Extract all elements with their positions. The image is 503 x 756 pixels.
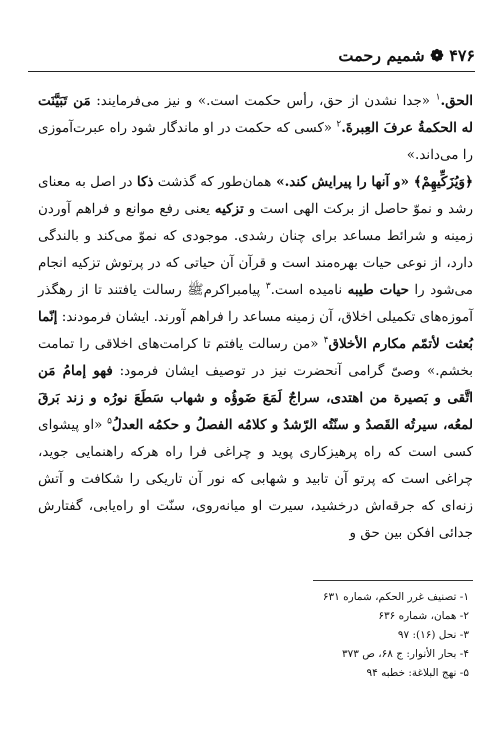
footnotes [169,588,469,683]
paragraph-2 [38,169,473,547]
header-rule [28,71,475,72]
verse-translation: «و آنها را پیرایش کند.» [271,174,414,190]
persian-translation: «او پیشوای کسی است که راه پرهیزکاری پوید و چراغی فرا راه هرکه راهنمایی جوید، چراغی است که پرتو آن تابید و شهابی که نور آن تاریکی را شکافت و آتش زنه‌ای که جرقه‌اش درخشید، سیرت او میانه‌روی، سنّت او راه‌یابی، گفتارش جدائی افکن بین حق و [38,417,473,541]
footnote-ref-3: ۳ [265,281,271,292]
arabic-quote: مَن تَبَيَّنَت له الحكمةُ عرفَ العِبرةَ. [38,93,473,136]
arabic-fragment: الحق. [440,93,473,109]
persian-text: «من رسالت یافتم تا کرامت‌های اخلاقی را تمامت بخشم.» وصیّ گرامی آنحضرت نیز در توصیف ایشان فرمود: [38,336,474,379]
quran-verse: ﴿وَيُزَكِّيهِمْ﴾ [413,174,473,190]
footnote-rule [313,580,473,581]
nahj-quote: فهو إمامُ مَن اتَّقى و بَصيرة من اهتدى، سراجٌ لَمَعَ ضَوؤُه و شهاب سَطَعَ نورُه و زند بَرقَ لمعُه، سيرتُه القَصدُ و سنّتُه الرّشدُ و كلامُه الفصلُ و حكمُه العدلُ [38,363,473,433]
term-tazkiyeh: تزکیه [214,201,244,217]
persian-text: نامیده است. [270,282,348,298]
persian-text: یعنی رفع موانع و فراهم آوردن زمینه و شرائط مساعد برای چنان رشدی. موجودی که نموّ می‌کند و بالندگی دارد، از نوعی حیات بهره‌مند است و قرآن آن حیاتی که در پرتوش تزکیه انجام می‌شود را [38,201,474,298]
flower-ornament-icon: ❁ [430,46,444,65]
footnote-ref-5: ۵ [107,416,112,427]
persian-text: همان‌طور که گذشت [153,174,272,190]
persian-text: پیامبراکرمﷺ رسالت یافتند تا از رهگذر آموزه‌های تکمیلی اخلاق، آن زمینه مساعد را فراهم آورند. ایشان فرمودند: [38,282,473,325]
term-hayat-tayyebeh: حیات طیبه [347,282,409,298]
footnote-item: ۴- بحار الأنوار: ج ۶۸، ص ۳۷۳ [341,648,469,660]
footnote-item: ۲- همان، شماره ۶۳۶ [378,610,469,622]
footnote-item: ۳- نحل (۱۶): ۹۷ [397,629,469,641]
running-header [28,40,475,72]
page-number: ۴۷۶ [449,46,475,65]
persian-text: «جدا نشدن از حق، رأس حکمت است.» و نیز می‌فرمایند: [90,93,436,109]
main-text [38,88,473,547]
paragraph-1 [38,88,473,169]
term-zaka: ذکا [136,174,154,190]
footnote-item: ۵- نهج البلاغة: خطبه ۹۴ [366,667,469,679]
footnote-ref-1: ۱ [435,92,441,103]
footnote-ref-4: ۴ [323,335,329,346]
persian-translation: «کسی که حکمت در او ماندگار شود راه عبرت‌آموزی را می‌داند.» [38,120,473,163]
footnote-ref-2: ۲ [336,119,342,130]
hadith-quote: إنّما بُعثت لأتمّم مكارم الأخلاق [38,309,473,352]
header-title-group [338,46,475,65]
persian-text: در اصل به معنای رشد و نموّ حاصل از برکت الهی است و [38,174,474,217]
book-title: شمیم رحمت [338,46,425,65]
footnote-item: ۱- تصنیف غرر الحکم، شماره ۶۳۱ [322,591,469,603]
